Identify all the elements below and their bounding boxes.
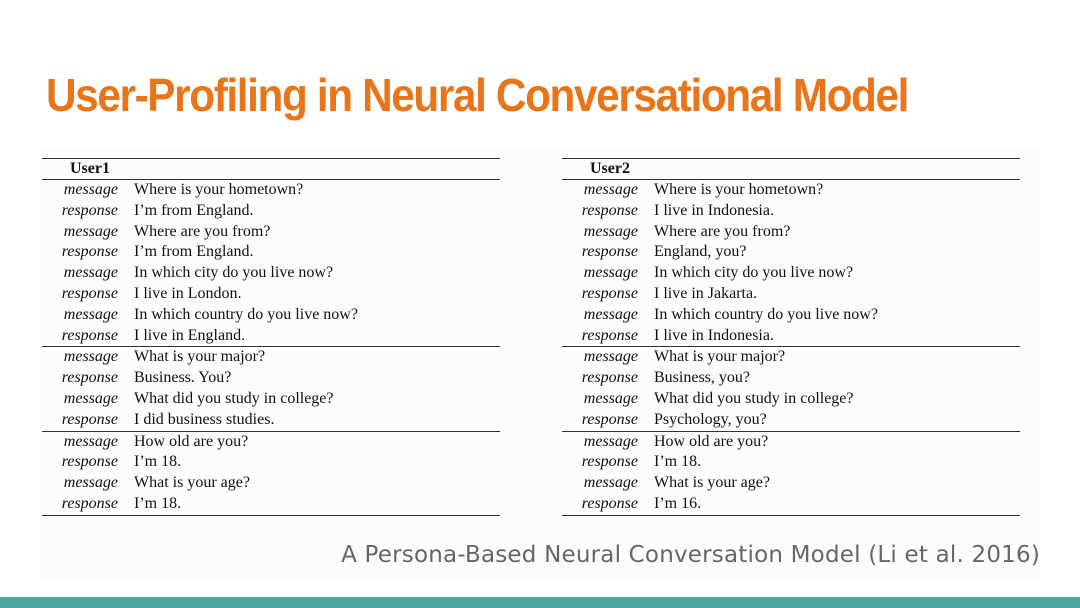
dialogue-group	[562, 347, 1020, 431]
row-utterance: In which country do you live now?	[134, 305, 358, 323]
row-role: message	[63, 474, 118, 492]
table-row	[42, 180, 500, 201]
row-utterance: I’m 18.	[654, 453, 702, 471]
row-utterance: I live in Indonesia.	[654, 326, 774, 344]
user2-table	[562, 158, 1020, 516]
row-utterance: I’m from England.	[134, 243, 254, 261]
row-role: message	[583, 264, 638, 282]
table-row	[42, 201, 500, 222]
table-row	[562, 494, 1020, 515]
table-row	[562, 180, 1020, 201]
table-row	[562, 263, 1020, 284]
table-row	[42, 494, 500, 515]
row-utterance: I live in Indonesia.	[654, 201, 774, 219]
row-utterance: What did you study in college?	[134, 389, 334, 407]
table-header: User2	[562, 159, 1020, 180]
row-role: response	[581, 284, 638, 302]
row-role: message	[583, 348, 638, 366]
row-utterance: What is your major?	[134, 348, 266, 366]
row-utterance: Where is your hometown?	[134, 181, 304, 198]
table-row	[562, 201, 1020, 222]
dialogue-group	[562, 180, 1020, 347]
row-role: message	[583, 222, 638, 240]
table-header: User1	[42, 159, 500, 180]
row-utterance: Where are you from?	[134, 222, 271, 240]
table-row	[562, 410, 1020, 431]
dialogue-group	[562, 432, 1020, 515]
row-role: response	[581, 494, 638, 512]
table-row	[42, 410, 500, 431]
citation: A Persona-Based Neural Conversation Model (Li et al. 2016)	[341, 542, 1040, 568]
row-utterance: I’m 16.	[654, 494, 702, 512]
row-role: message	[63, 181, 118, 198]
footer-bar	[0, 597, 1080, 608]
row-role: message	[583, 389, 638, 407]
dialogue-group	[42, 432, 500, 515]
table-row	[42, 473, 500, 494]
row-utterance: Business, you?	[654, 369, 750, 387]
table-row	[562, 347, 1020, 368]
row-role: response	[581, 201, 638, 219]
table-row	[42, 368, 500, 389]
row-utterance: What is your major?	[654, 348, 786, 366]
table-row	[42, 284, 500, 305]
row-role: response	[61, 243, 118, 261]
table-row	[562, 389, 1020, 410]
table-row	[42, 452, 500, 473]
row-utterance: I live in London.	[134, 284, 242, 302]
row-utterance: What is your age?	[134, 474, 250, 492]
table-row	[42, 389, 500, 410]
table-row	[562, 326, 1020, 347]
row-utterance: How old are you?	[654, 432, 769, 450]
row-role: message	[63, 432, 118, 450]
row-utterance: What did you study in college?	[654, 389, 854, 407]
table-row	[562, 284, 1020, 305]
row-role: response	[581, 243, 638, 261]
row-role: response	[581, 326, 638, 344]
row-utterance: In which city do you live now?	[654, 264, 854, 282]
row-utterance: In which city do you live now?	[134, 264, 334, 282]
row-role: message	[63, 389, 118, 407]
user1-table	[42, 158, 500, 516]
row-role: response	[61, 410, 118, 428]
table-row	[562, 432, 1020, 453]
row-utterance: I live in Jakarta.	[654, 284, 758, 302]
dialogue-group	[42, 180, 500, 347]
row-role: message	[583, 305, 638, 323]
row-role: message	[63, 348, 118, 366]
table-row	[42, 305, 500, 326]
row-role: response	[61, 369, 118, 387]
table-row	[562, 368, 1020, 389]
row-role: response	[61, 201, 118, 219]
table-row	[562, 305, 1020, 326]
table-row	[562, 473, 1020, 494]
slide-title: User-Profiling in Neural Conversational Model	[46, 69, 909, 121]
row-role: message	[63, 222, 118, 240]
row-role: message	[63, 305, 118, 323]
row-role: message	[583, 432, 638, 450]
row-role: message	[583, 474, 638, 492]
row-utterance: I did business studies.	[134, 410, 275, 428]
row-role: response	[581, 369, 638, 387]
row-utterance: Where are you from?	[654, 222, 791, 240]
row-utterance: I’m 18.	[134, 453, 182, 471]
row-utterance: Where is your hometown?	[654, 181, 824, 198]
table-row	[42, 347, 500, 368]
row-utterance: How old are you?	[134, 432, 249, 450]
table-row	[562, 242, 1020, 263]
row-role: response	[61, 326, 118, 344]
table-row	[42, 242, 500, 263]
row-role: message	[63, 264, 118, 282]
row-role: response	[61, 494, 118, 512]
row-role: response	[581, 453, 638, 471]
row-utterance: What is your age?	[654, 474, 770, 492]
row-utterance: Psychology, you?	[654, 410, 767, 428]
row-utterance: I’m from England.	[134, 201, 254, 219]
dialogue-tables	[40, 148, 1040, 580]
table-row	[42, 222, 500, 243]
row-role: response	[581, 410, 638, 428]
table-row	[42, 263, 500, 284]
table-row	[562, 222, 1020, 243]
row-utterance: I’m 18.	[134, 494, 182, 512]
table-row	[42, 326, 500, 347]
row-role: response	[61, 284, 118, 302]
row-role: response	[61, 453, 118, 471]
table-row	[42, 432, 500, 453]
dialogue-group	[42, 347, 500, 431]
row-role: message	[583, 181, 638, 198]
row-utterance: I live in England.	[134, 326, 246, 344]
table-row	[562, 452, 1020, 473]
row-utterance: England, you?	[654, 243, 747, 261]
row-utterance: In which country do you live now?	[654, 305, 878, 323]
row-utterance: Business. You?	[134, 369, 232, 387]
